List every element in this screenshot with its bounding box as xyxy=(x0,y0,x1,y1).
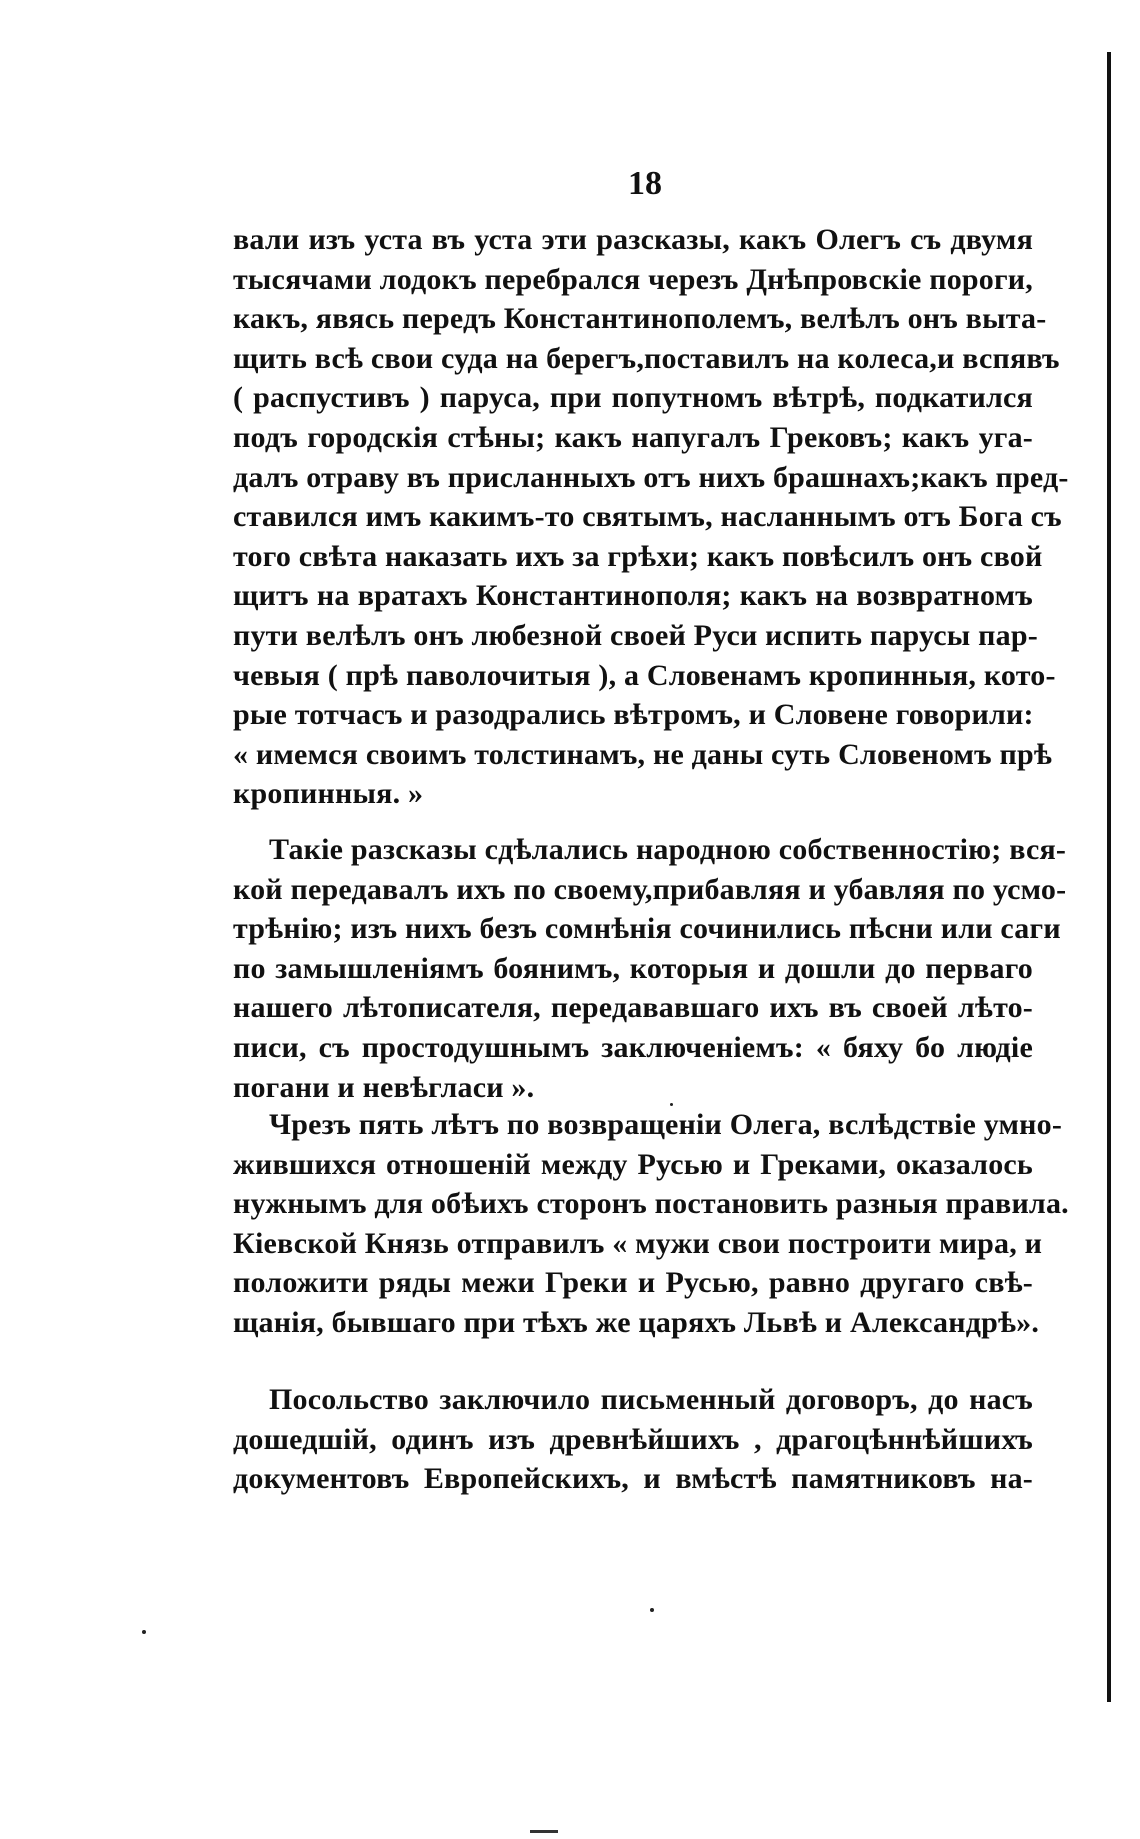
text-line: щитъ на вратахъ Константинополя; какъ на возвратномъ xyxy=(233,579,1033,613)
paragraph-2 xyxy=(233,830,1067,1107)
text-line: щить всѣ свои суда на берегъ,поставилъ на колеса,и вспявъ xyxy=(233,341,1060,375)
print-speck xyxy=(650,1608,654,1612)
text-line: документовъ Европейскихъ, и вмѣстѣ памятниковъ на- xyxy=(233,1462,1033,1496)
page-number: 18 xyxy=(628,165,662,202)
text-line: Такіе разсказы сдѣлались народною собственностію; вся- xyxy=(269,833,1067,866)
text-line: кой передавалъ ихъ по своему,прибавляя и убавляя по усмо- xyxy=(233,872,1067,906)
text-line: чевыя ( прѣ паволочитыя ), а Словенамъ кропинныя, кото- xyxy=(233,658,1056,692)
text-line: Кіевской Князь отправилъ « мужи свои построити мира, и xyxy=(233,1226,1043,1260)
text-line: дошедшій, одинъ изъ древнѣйшихъ , драгоцѣннѣйшихъ xyxy=(233,1422,1033,1456)
text-line: жившихся отношеній между Русью и Греками, оказалось xyxy=(233,1147,1033,1181)
text-line: писи, съ простодушнымъ заключеніемъ: « бяху бо людіе xyxy=(233,1030,1033,1064)
text-line: далъ отраву въ присланныхъ отъ нихъ брашнахъ;какъ пред- xyxy=(233,460,1069,494)
text-line: положити ряды межи Греки и Русью, равно другаго свѣ- xyxy=(233,1266,1033,1300)
text-line: подъ городскія стѣны; какъ напугалъ Грековъ; какъ уга- xyxy=(233,420,1033,454)
text-line: трѣнію; изъ нихъ безъ сомнѣнія сочинились пѣсни или саги xyxy=(233,912,1061,946)
paragraph-4 xyxy=(233,1380,1033,1499)
print-speck xyxy=(670,1103,673,1106)
text-line: нашего лѣтописателя, передававшаго ихъ въ своей лѣто- xyxy=(233,991,1033,1025)
text-line: щанія, бывшаго при тѣхъ же царяхъ Львѣ и Александрѣ». xyxy=(233,1305,1040,1339)
text-line: ( распустивъ ) паруса, при попутномъ вѣтрѣ, подкатился xyxy=(233,381,1033,415)
text-line: « имемся своимъ толстинамъ, не даны суть Словеномъ прѣ xyxy=(233,737,1053,771)
text-line: тысячами лодокъ перебрался черезъ Днѣпровскіе пороги, xyxy=(233,262,1033,296)
page-edge-rule xyxy=(1107,52,1111,1702)
text-line: пути велѣлъ онъ любезной своей Руси испить парусы пар- xyxy=(233,618,1038,652)
text-line: вали изъ уста въ уста эти разсказы, какъ Олегъ съ двумя xyxy=(233,223,1033,256)
text-line: по замышленіямъ боянимъ, которыя и дошли до перваго xyxy=(233,951,1033,985)
paragraph-1 xyxy=(233,220,1069,814)
paragraph-3 xyxy=(233,1105,1069,1343)
text-line: Чрезъ пять лѣтъ по возвращеніи Олега, вслѣдствіе умно- xyxy=(269,1108,1063,1141)
text-line: того свѣта наказать ихъ за грѣхи; какъ повѣсилъ онъ свой xyxy=(233,539,1043,573)
text-line: Посольство заключило письменный договоръ, до насъ xyxy=(269,1383,1033,1416)
text-line: какъ, явясь передъ Константинополемъ, велѣлъ онъ выта- xyxy=(233,302,1047,336)
text-line: рые тотчасъ и разодрались вѣтромъ, и Словене говорили: xyxy=(233,698,1034,732)
text-line: ставился имъ какимъ-то святымъ, насланнымъ отъ Бога съ xyxy=(233,500,1062,534)
print-speck xyxy=(142,1630,146,1634)
text-line: погани и невѣгласи ». xyxy=(233,1070,535,1104)
text-line: нужнымъ для обѣихъ сторонъ постановить разныя правила. xyxy=(233,1187,1069,1221)
text-line: кропинныя. » xyxy=(233,777,424,811)
bottom-mark xyxy=(530,1830,558,1833)
